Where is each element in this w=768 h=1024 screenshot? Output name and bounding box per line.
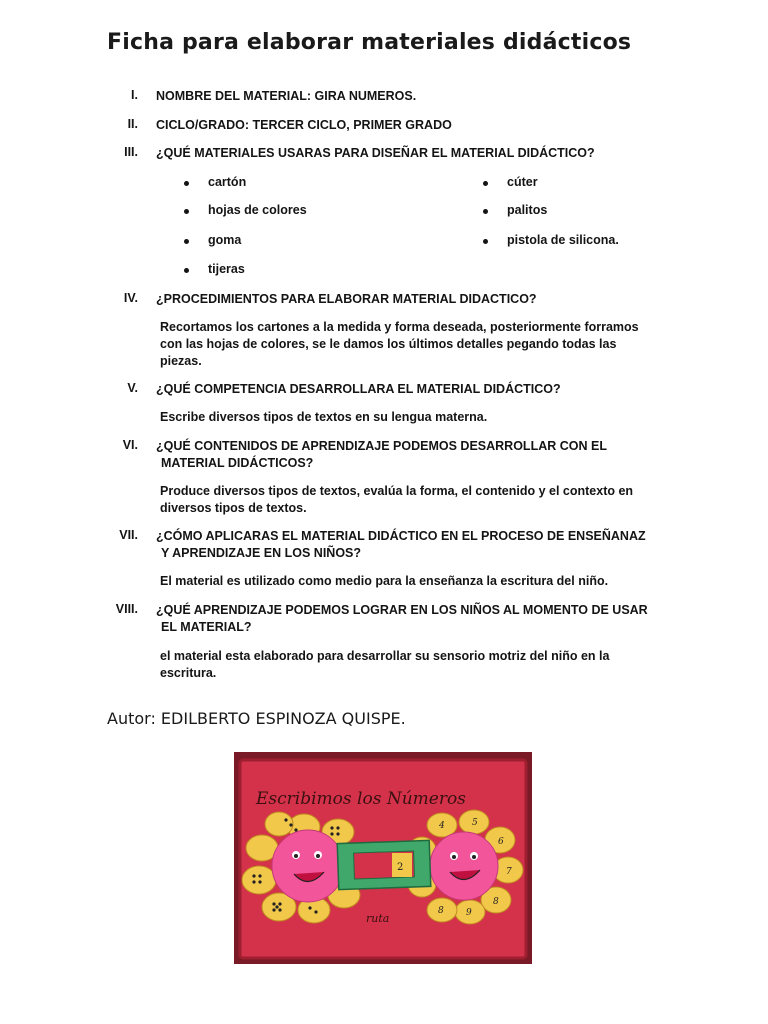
section-number: VII.: [119, 528, 138, 542]
section-question: ¿PROCEDIMIENTOS PARA ELABORAR MATERIAL DIDACTICO?: [156, 292, 537, 306]
author-line: Autor: EDILBERTO ESPINOZA QUISPE.: [107, 709, 406, 728]
section-number: IV.: [123, 291, 138, 305]
section-question: NOMBRE DEL MATERIAL: GIRA NUMEROS.: [156, 89, 417, 103]
section-number: V.: [127, 381, 138, 395]
material-photo: [234, 752, 532, 964]
bullet-icon: [184, 239, 189, 244]
bullet-icon: [184, 268, 189, 273]
page-title: Ficha para elaborar materiales didácticos: [107, 30, 632, 55]
section-question: ¿QUÉ APRENDIZAJE PODEMOS LOGRAR EN LOS NIÑOS AL MOMENTO DE USAR EL MATERIAL?: [156, 603, 648, 634]
svg-text:6: 6: [498, 837, 504, 847]
section-number: VIII.: [115, 602, 138, 616]
bullet-icon: [184, 181, 189, 186]
bullet-icon: [483, 209, 488, 214]
svg-text:8: 8: [493, 897, 499, 907]
section-number: III.: [124, 145, 138, 159]
section-answer: El material es utilizado como medio para la enseñanza la escritura del niño.: [160, 574, 609, 588]
bullet-icon: [483, 181, 488, 186]
section-number: II.: [127, 117, 138, 131]
number-slider: [337, 840, 431, 889]
bullet-icon: [184, 209, 189, 214]
section-answer: Escribe diversos tipos de textos en su lengua materna.: [160, 410, 488, 424]
section-answer: Recortamos los cartones a la medida y forma deseada, posteriormente forramos con las hojas de colores, se le damos los últimos detalles pegando todas las piezas.: [160, 320, 639, 368]
handwriting-title: Escribimos los Números: [256, 789, 466, 809]
section-question: ¿QUÉ CONTENIDOS DE APRENDIZAJE PODEMOS DESARROLLAR CON EL MATERIAL DIDÁCTICOS?: [156, 439, 607, 470]
svg-text:4: 4: [439, 821, 445, 831]
svg-text:5: 5: [472, 818, 478, 828]
svg-text:2: 2: [397, 862, 404, 873]
svg-text:8: 8: [438, 906, 444, 916]
svg-text:9: 9: [466, 908, 472, 918]
section-question: CICLO/GRADO: TERCER CICLO, PRIMER GRADO: [156, 118, 452, 132]
handwriting-bottom: ruta: [366, 912, 390, 925]
svg-text:7: 7: [506, 867, 512, 877]
section-question: ¿QUÉ COMPETENCIA DESARROLLARA EL MATERIAL DIDÁCTICO?: [156, 382, 561, 396]
bullet-icon: [483, 239, 488, 244]
section-question: ¿QUÉ MATERIALES USARAS PARA DISEÑAR EL MATERIAL DIDÁCTICO?: [156, 146, 595, 160]
section-answer: Produce diversos tipos de textos, evalúa la forma, el contenido y el contexto en diversos tipos de textos.: [160, 484, 634, 515]
section-question: ¿CÓMO APLICARAS EL MATERIAL DIDÁCTICO EN EL PROCESO DE ENSEÑANAZ Y APRENDIZAJE EN LOS NIÑOS?: [156, 529, 646, 560]
section-number: I.: [131, 88, 138, 102]
section-answer: el material esta elaborado para desarrollar su sensorio motriz del niño en la escritura.: [160, 649, 610, 680]
section-number: VI.: [122, 438, 138, 452]
